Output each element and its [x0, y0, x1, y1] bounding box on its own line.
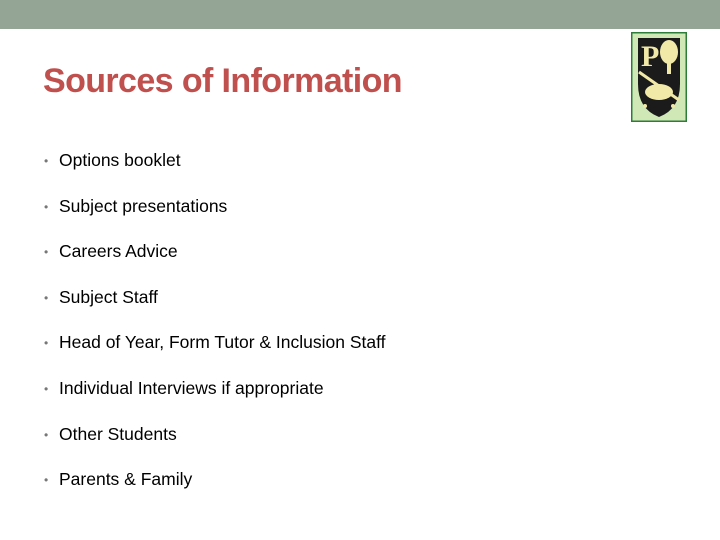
bullet-item	[44, 327, 386, 373]
bullet-marker: •	[44, 336, 49, 351]
bullet-text: Parents & Family	[59, 469, 193, 490]
bullet-text: Subject presentations	[59, 195, 228, 216]
logo-tree-crown	[660, 40, 678, 64]
bullet-text: Careers Advice	[59, 241, 178, 262]
bullet-item	[44, 145, 386, 191]
logo-letter: P	[641, 40, 660, 73]
bullet-marker: •	[44, 245, 49, 260]
bullet-text: Other Students	[59, 423, 177, 444]
bullet-marker: •	[44, 427, 49, 442]
logo-tree-trunk	[667, 62, 671, 74]
bullet-item	[44, 236, 386, 282]
bullet-item	[44, 282, 386, 328]
slide-title: Sources of Information	[43, 62, 402, 100]
logo-dot-right	[671, 104, 675, 108]
top-bar	[0, 0, 720, 29]
bullet-marker: •	[44, 290, 49, 305]
bullet-marker: •	[44, 473, 49, 488]
school-crest-icon	[631, 32, 687, 122]
bullet-item	[44, 419, 386, 465]
bullet-list	[44, 145, 386, 510]
bullet-item	[44, 464, 386, 510]
bullet-item	[44, 373, 386, 419]
bullet-text: Head of Year, Form Tutor & Inclusion Staff	[59, 332, 386, 353]
bullet-marker: •	[44, 154, 49, 168]
bullet-marker: •	[44, 199, 49, 214]
bullet-text: Individual Interviews if appropriate	[59, 377, 324, 398]
bullet-text: Subject Staff	[59, 286, 158, 307]
bullet-text: Options booklet	[59, 150, 181, 170]
logo-dot-left	[643, 104, 647, 108]
bullet-marker: •	[44, 381, 49, 396]
bullet-item	[44, 191, 386, 237]
